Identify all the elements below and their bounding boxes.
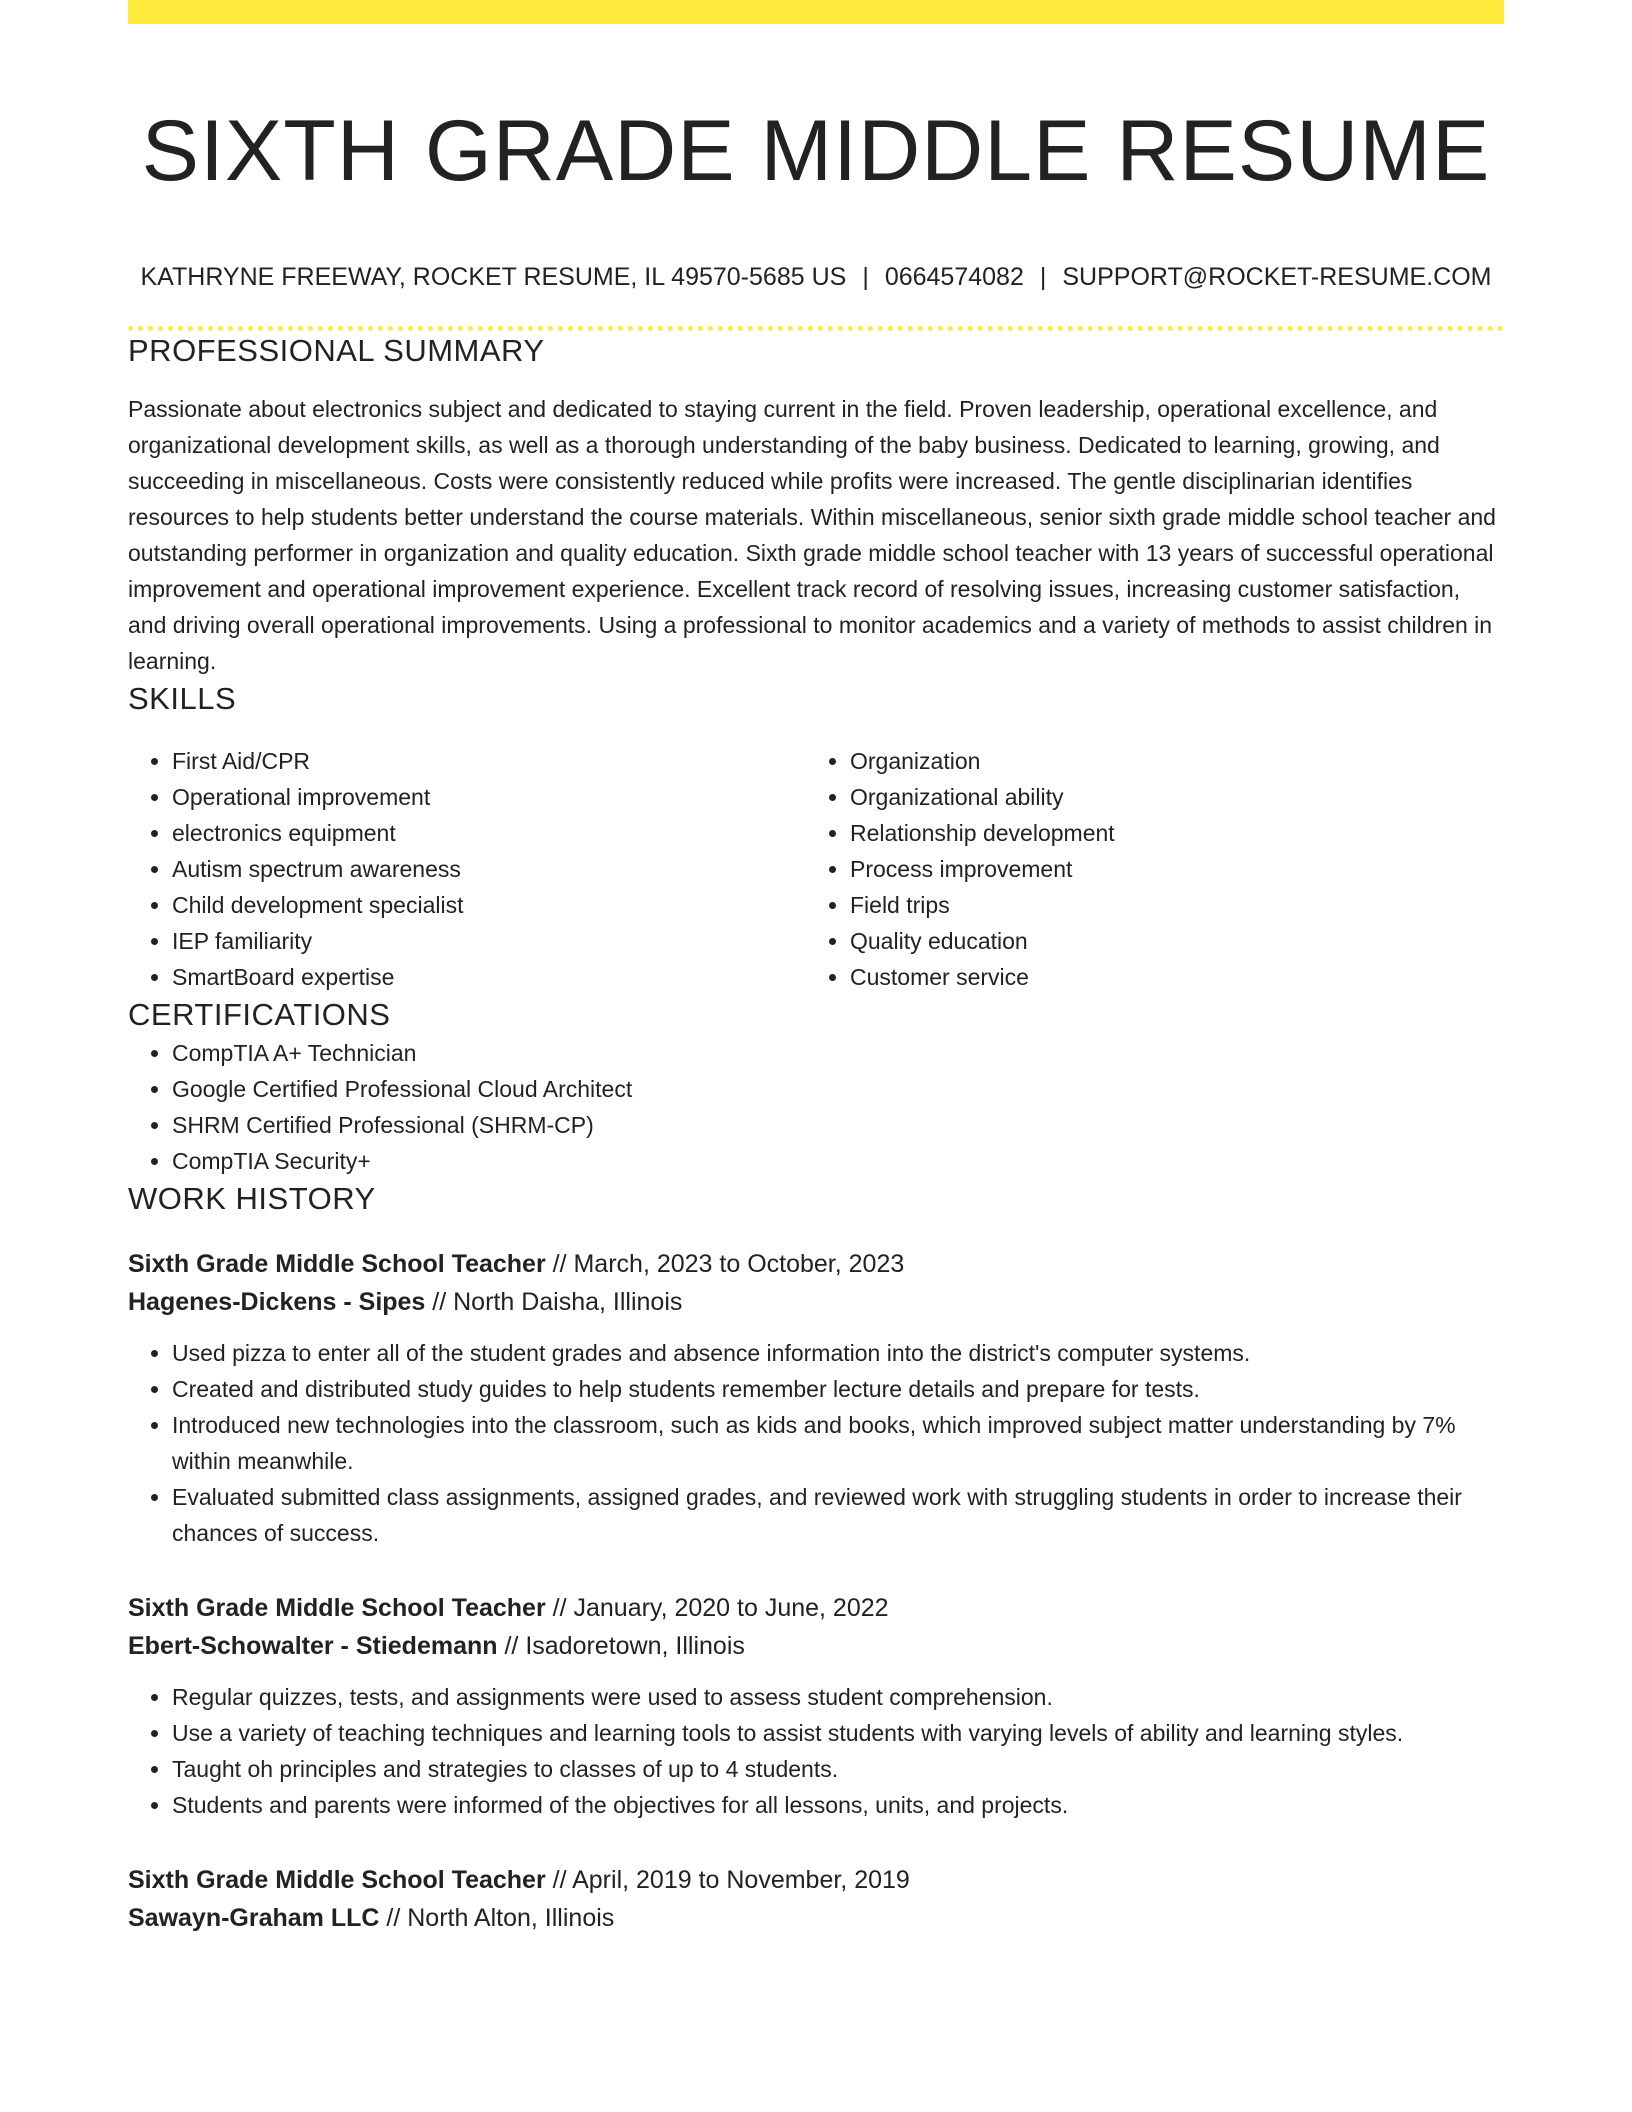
job-company-line (128, 1627, 1504, 1665)
skills-columns (128, 743, 1504, 995)
job-bullet: • Created and distributed study guides to help students remember lecture details and prepare for tests. (172, 1371, 1504, 1407)
job-location: // North Daisha, Illinois (425, 1288, 683, 1316)
contact-email: SUPPORT@ROCKET-RESUME.COM (1062, 263, 1492, 291)
job-title-line (128, 1589, 1504, 1627)
certification-item: • SHRM Certified Professional (SHRM-CP) (172, 1107, 1504, 1143)
job-title: Sixth Grade Middle School Teacher (128, 1594, 546, 1622)
skill-item: • Organization (850, 743, 1484, 779)
certification-item: • CompTIA A+ Technician (172, 1035, 1504, 1071)
skill-item: • electronics equipment (172, 815, 806, 851)
skills-column-right (806, 743, 1484, 995)
job-title-line (128, 1861, 1504, 1899)
contact-separator: | (1039, 263, 1047, 291)
resume-page (128, 0, 1504, 1937)
job-location: // North Alton, Illinois (379, 1904, 615, 1932)
skill-item: • Customer service (850, 959, 1484, 995)
job-company-line (128, 1899, 1504, 1937)
job-bullet: • Regular quizzes, tests, and assignments were used to assess student comprehension. (172, 1679, 1504, 1715)
skill-item: • SmartBoard expertise (172, 959, 806, 995)
skills-column-left (128, 743, 806, 995)
summary-heading: PROFESSIONAL SUMMARY (128, 333, 545, 368)
job-title: Sixth Grade Middle School Teacher (128, 1866, 546, 1894)
job-company: Ebert-Schowalter - Stiedemann (128, 1632, 498, 1660)
contact-separator: | (862, 263, 869, 291)
job-bullets (128, 1335, 1504, 1551)
job-title-line (128, 1245, 1504, 1283)
job-company: Sawayn-Graham LLC (128, 1904, 380, 1932)
skill-item: • Autism spectrum awareness (172, 851, 806, 887)
job-dates: // January, 2020 to June, 2022 (545, 1594, 889, 1622)
certifications-list (128, 1035, 1504, 1179)
contact-line (128, 260, 1504, 294)
contact-address: KATHRYNE FREEWAY, ROCKET RESUME, IL 49570-5685 US (140, 263, 847, 291)
skill-item: • IEP familiarity (172, 923, 806, 959)
skill-item: • Process improvement (850, 851, 1484, 887)
certifications-heading: CERTIFICATIONS (128, 997, 391, 1032)
job-bullet: • Evaluated submitted class assignments, assigned grades, and reviewed work with struggling students in order to increase their chances of success. (172, 1479, 1504, 1551)
job-entry (128, 1589, 1504, 1823)
certification-item: • Google Certified Professional Cloud Architect (172, 1071, 1504, 1107)
job-entry (128, 1245, 1504, 1551)
job-bullet: • Introduced new technologies into the classroom, such as kids and books, which improved subject matter understanding by 7% within meanwhile. (172, 1407, 1504, 1479)
job-dates: // March, 2023 to October, 2023 (545, 1250, 905, 1278)
certification-item: • CompTIA Security+ (172, 1143, 1504, 1179)
skill-item: • Child development specialist (172, 887, 806, 923)
resume-title: SIXTH GRADE MIDDLE RESUME (141, 103, 1491, 199)
job-title: Sixth Grade Middle School Teacher (128, 1250, 546, 1278)
job-bullet: • Use a variety of teaching techniques and learning tools to assist students with varying levels of ability and learning styles. (172, 1715, 1504, 1751)
job-bullets (128, 1679, 1504, 1823)
skills-heading: SKILLS (128, 681, 237, 716)
top-accent-bar (128, 0, 1504, 24)
skill-item: • Operational improvement (172, 779, 806, 815)
job-company: Hagenes-Dickens - Sipes (128, 1288, 426, 1316)
job-entry (128, 1861, 1504, 1937)
summary-text: Passionate about electronics subject and dedicated to staying current in the field. Proven leadership, operational excellence, and organizational development skills, as well as a thorough understanding of the baby business. Dedicated to learning, growing, and succeeding in miscellaneous. Costs were consistently reduced while profits were increased. The gentle disciplinarian identifies resources to help students better understand the course materials. Within miscellaneous, senior sixth grade middle school teacher and outstanding performer in organization and quality education. Sixth grade middle school teacher with 13 years of successful operational improvement and operational improvement experience. Excellent track record of resolving issues, increasing customer satisfaction, and driving overall operational improvements. Using a professional to monitor academics and a variety of methods to assist children in learning. (128, 396, 1496, 674)
work-history-heading: WORK HISTORY (128, 1181, 376, 1216)
skill-item: • First Aid/CPR (172, 743, 806, 779)
contact-phone: 0664574082 (884, 263, 1024, 291)
skill-item: • Quality education (850, 923, 1484, 959)
skill-item: • Organizational ability (850, 779, 1484, 815)
skill-item: • Field trips (850, 887, 1484, 923)
job-bullet: • Students and parents were informed of the objectives for all lessons, units, and projects. (172, 1787, 1504, 1823)
job-bullet: • Taught oh principles and strategies to classes of up to 4 students. (172, 1751, 1504, 1787)
job-dates: // April, 2019 to November, 2019 (545, 1866, 910, 1894)
job-location: // Isadoretown, Illinois (497, 1632, 745, 1660)
job-company-line (128, 1283, 1504, 1321)
job-bullet: • Used pizza to enter all of the student grades and absence information into the district's computer systems. (172, 1335, 1504, 1371)
skill-item: • Relationship development (850, 815, 1484, 851)
